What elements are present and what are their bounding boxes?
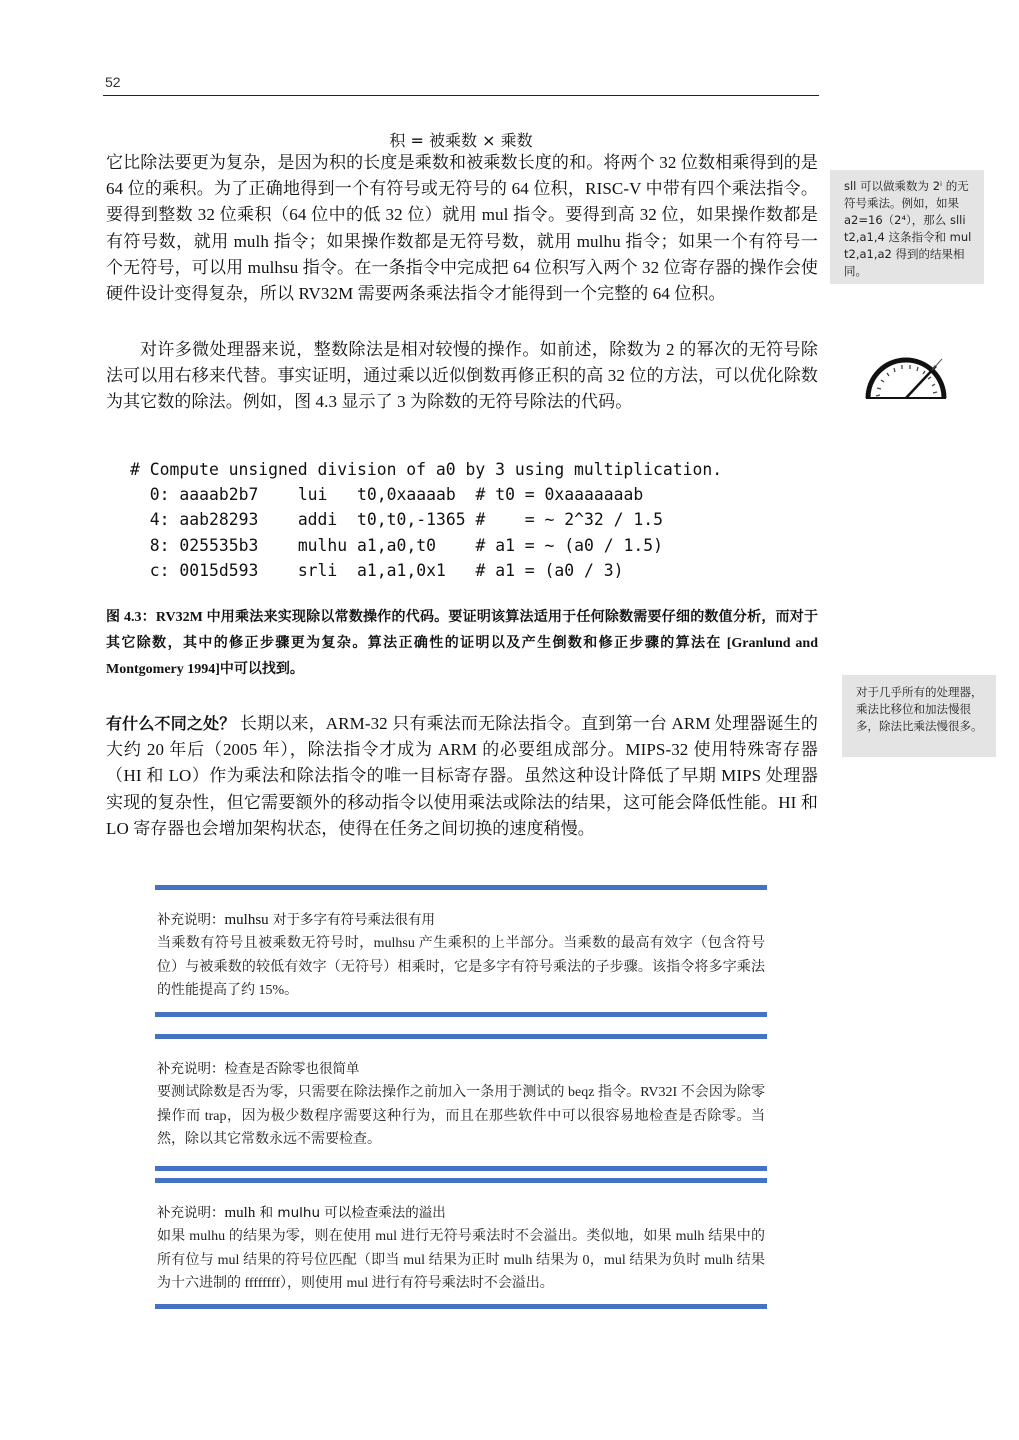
paragraph-text: 长期以来，ARM-32 只有乘法而无除法指令。直到第一台 ARM 处理器诞生的大约 20 年后（2005 年），除法指令才成为 ARM 的必要组成部分。MIPS-32 使用特殊寄存器（HI 和 LO）作为乘法和除法指令的唯一目标寄存器。虽然这种设计降低了早期 MIPS 处理器实现的复杂性，但它需要额外的移动指令以使用乘法或除法的结果，这可能会降低性能。HI 和 LO 寄存器也会增加架构状态，使得在任务之间切换的速度稍慢。 [106, 714, 818, 838]
supplement-top-bar [155, 885, 767, 890]
caption-text: RV32M 中用乘法来实现除以常数操作的代码。要证明该算法适用于任何除数需要仔细的数值分析，而对于其它除数，其中的修正步骤更为复杂。算法正确性的证明以及产生倒数和修正步骤的算法在 [Granlund and Montgomery 1994]中可以找到。 [106, 610, 818, 677]
supplement-title: 补充说明：mulh 和 mulhu 可以检查乘法的溢出 [157, 1205, 446, 1221]
paragraph-multiply [106, 150, 818, 307]
supplement-bottom-bar [155, 1012, 767, 1017]
supplement-body: 如果 mulhu 的结果为零，则在使用 mul 进行无符号乘法时不会溢出。类似地，如果 mulh 结果中的所有位与 mul 结果的符号位匹配（即当 mul 结果为正时 mulh 结果为 0，mul 结果为负时 mulh 结果为十六进制的 ffffffff），则使用 mul 进行有符号乘法时不会溢出。 [157, 1229, 765, 1291]
code-comment: # Compute unsigned division of a0 by 3 using multiplication. [130, 460, 723, 479]
caption-label: 图 4.3： [106, 610, 156, 625]
supplement-body: 当乘数有符号且被乘数无符号时，mulhsu 产生乘积的上半部分。当乘数的最高有效字（包含符号位）与被乘数的较低有效字（无符号）相乘时，它是多字有符号乘法的子步骤。该指令将多字乘法的性能提高了约 15%。 [157, 936, 765, 998]
margin-note-speed: 对于几乎所有的处理器，乘法比移位和加法慢很多，除法比乘法慢很多。 [842, 675, 996, 757]
paragraph-text: 它比除法要更为复杂，是因为积的长度是乘数和被乘数长度的和。将两个 32 位数相乘得到的是 64 位的乘积。为了正确地得到一个有符号或无符号的 64 位积，RISC-V 中带有四个乘法指令。要得到整数 32 位乘积（64 位中的低 32 位）就用 mul 指令。要得到高 32 位，如果操作数都是有符号数，就用 mulh 指令；如果操作数都是无符号数，就用 mulhu 指令；如果一个有符号一个无符号，可以用 mulhsu 指令。在一条指令中完成把 64 位积写入两个 32 位寄存器的操作会使硬件设计变得复杂，所以 RV32M 需要两条乘法指令才能得到一个完整的 64 位积。 [106, 153, 818, 304]
code-line: c: 0015d593 srli a1,a1,0x1 # a1 = (a0 / 3) [149, 560, 624, 580]
code-listing [130, 457, 722, 583]
supplement-title: 补充说明：检查是否除零也很简单 [157, 1061, 360, 1077]
code-line: 4: aab28293 addi t0,t0,-1365 # = ~ 2^32 / 1.5 [149, 510, 663, 530]
supplement-top-bar [155, 1178, 767, 1183]
header-rule [103, 95, 819, 96]
page-number: 52 [105, 74, 121, 90]
supplement-overflow [157, 1202, 765, 1295]
supplement-title: 补充说明：mulhsu 对于多字有符号乘法很有用 [157, 912, 435, 928]
supplement-bottom-bar [155, 1304, 767, 1309]
supplement-divide-zero [157, 1058, 765, 1151]
formula: 积 = 被乘数 × 乘数 [389, 131, 533, 150]
paragraph-text: 对许多微处理器来说，整数除法是相对较慢的操作。如前述，除数为 2 的幂次的无符号除法可以用右移来代替。事实证明，通过乘以近似倒数再修正积的高 32 位的方法，可以优化除数为其它数的除法。例如，图 4.3 显示了 3 为除数的无符号除法的代码。 [106, 340, 818, 412]
supplement-top-bar [155, 1034, 767, 1039]
paragraph-divide [106, 337, 818, 416]
speedometer-icon [862, 352, 950, 402]
supplement-bottom-bar [155, 1166, 767, 1171]
code-line: 8: 025535b3 mulhu a1,a0,t0 # a1 = ~ (a0 / 1.5) [149, 535, 663, 555]
code-line: 0: aaaab2b7 lui t0,0xaaaab # t0 = 0xaaaaaaab [149, 485, 644, 505]
paragraph-whats-different [106, 711, 818, 842]
supplement-body: 要测试除数是否为零，只需要在除法操作之前加入一条用于测试的 beqz 指令。RV32I 不会因为除零操作而 trap，因为极少数程序需要这种行为，而且在那些软件中可以很容易地检查是否除零。当然，除以其它常数永远不需要检查。 [157, 1085, 765, 1147]
margin-note-sll: sll 可以做乘数为 2ⁱ 的无符号乘法。例如，如果 a2=16（2⁴），那么 slli t2,a1,4 这条指令和 mul t2,a1,a2 得到的结果相同。 [830, 170, 984, 284]
figure-caption [106, 605, 818, 683]
section-lead: 有什么不同之处？ [106, 714, 236, 733]
supplement-mulhsu [157, 909, 765, 1002]
